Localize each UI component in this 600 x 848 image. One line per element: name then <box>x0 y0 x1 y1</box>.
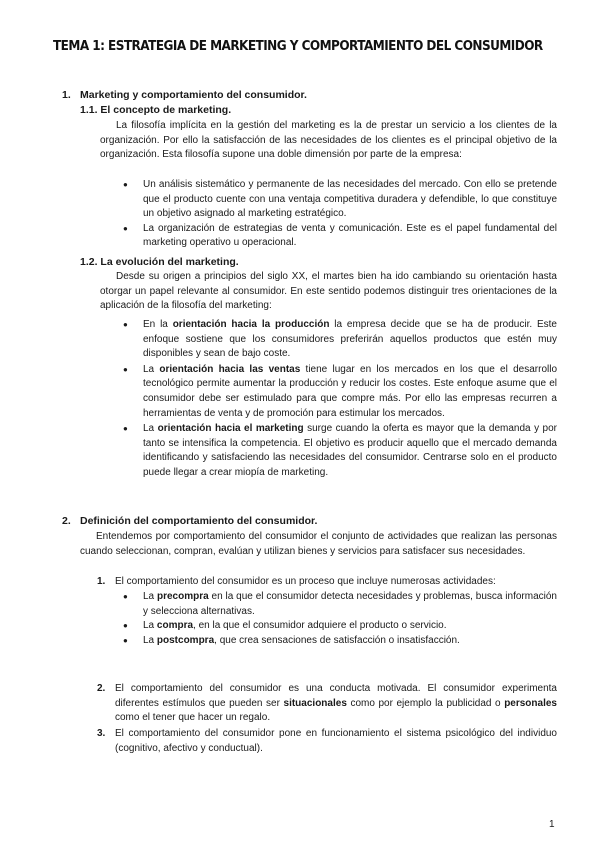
item-number: 2. <box>97 683 106 694</box>
numbered-item-1 <box>97 575 557 590</box>
section-1-heading <box>62 88 542 103</box>
list-item: ● La compra, en la que el consumidor adquiere el producto o servicio. <box>143 619 557 634</box>
subsection-1-2-heading: 1.2. La evolución del marketing. <box>80 256 239 268</box>
subsection-1-2-bullets <box>143 318 557 481</box>
list-item: ● Un análisis sistemático y permanente de las necesidades del mercado. Con ello se pretende que el producto cuente con una ventaja competitiva duradera y defendible, lo que constituye un objetivo asignado al marketing estratégico. <box>143 178 557 222</box>
subsection-1-1-bullets <box>143 178 557 251</box>
item-1-bullets <box>143 590 557 648</box>
section-1-number: 1. <box>62 89 71 101</box>
bold-term: orientación hacia el marketing <box>157 423 304 435</box>
bold-term: situacionales <box>283 697 347 709</box>
numbered-item-2 <box>97 682 557 726</box>
item-number: 3. <box>97 728 106 739</box>
numbered-item-3 <box>97 727 557 756</box>
bold-term: compra <box>156 620 194 632</box>
document-title: TEMA 1: ESTRATEGIA DE MARKETING Y COMPORTAMIENTO DEL CONSUMIDOR <box>53 39 543 54</box>
bold-term: postcompra <box>156 634 215 646</box>
list-item: ● La orientación hacia las ventas tiene lugar en los mercados en los que el desarrollo tecnológico permite aumentar la producción y reducir los costes. Este enfoque asume que el consumidor debe ser estimulado para que compre más. Por ello las empresas recurren a herramientas de venta y de promoción para estimular los mercados. <box>143 363 557 421</box>
list-item: ● En la orientación hacia la producción la empresa decide que se ha de producir. Este enfoque sostiene que los consumidores preferirán aquellos productos que estén muy disponibles y sean de bajo coste. <box>143 318 557 362</box>
subsection-1-1-heading: 1.1. El concepto de marketing. <box>80 104 232 116</box>
item-text: El comportamiento del consumidor es una conducta motivada. El consumidor experimenta diferentes estímulos que pueden ser situacionales como por ejemplo la publicidad o personales como el tener que hacer un regalo. <box>115 683 557 724</box>
item-text: El comportamiento del consumidor pone en funcionamiento el sistema psicológico del individuo (cognitivo, afectivo y conductual). <box>115 728 557 754</box>
list-item: ● La orientación hacia el marketing surge cuando la oferta es mayor que la demanda y por tanto se intensifica la competencia. El objetivo es producir aquello que el mercado demanda identificando y satisfaciendo las necesidades del consumidor. Centrarse solo en el producto puede llegar a crear miopía de marketing. <box>143 422 557 480</box>
item-number: 1. <box>97 576 106 587</box>
list-item: ● La precompra en la que el consumidor detecta necesidades y problemas, busca información y selecciona alternativas. <box>143 590 557 619</box>
page-number: 1 <box>549 819 555 830</box>
section-2-heading <box>62 514 542 529</box>
bold-term: personales <box>504 697 557 709</box>
bold-term: orientación hacia las ventas <box>159 363 301 375</box>
subsection-1-2-paragraph: Desde su origen a principios del siglo XX, el martes bien ha ido cambiando su orientación hasta otorgar un papel relevante al consumidor. En este sentido podemos distinguir tres orientaciones de la aplicación de la filosofía del marketing: <box>100 271 557 312</box>
bold-term: precompra <box>156 591 209 602</box>
list-item: ● La postcompra, que crea sensaciones de satisfacción o insatisfacción. <box>143 634 557 649</box>
subsection-1-1-paragraph: La filosofía implícita en la gestión del marketing es la de prestar un servicio a los clientes de la organización. Por ello la satisfacción de las necesidades de los clientes es el principal objetivo de la organización. Esta filosofía supone una doble dimensión por parte de la empresa: <box>100 120 557 161</box>
section-2-number: 2. <box>62 515 71 527</box>
section-2-title: Definición del comportamiento del consumidor. <box>80 515 318 527</box>
section-1-title: Marketing y comportamiento del consumidor. <box>80 89 307 101</box>
bold-term: orientación hacia la producción <box>172 319 330 330</box>
list-item: ● La organización de estrategias de venta y comunicación. Este es el papel fundamental del marketing operativo u operacional. <box>143 222 557 251</box>
item-text: El comportamiento del consumidor es un proceso que incluye numerosas actividades: <box>115 576 496 587</box>
section-2-paragraph: Entendemos por comportamiento del consumidor el conjunto de actividades que realizan las personas cuando seleccionan, compran, evalúan y utilizan bienes y servicios para satisfacer sus necesidades. <box>80 531 557 557</box>
